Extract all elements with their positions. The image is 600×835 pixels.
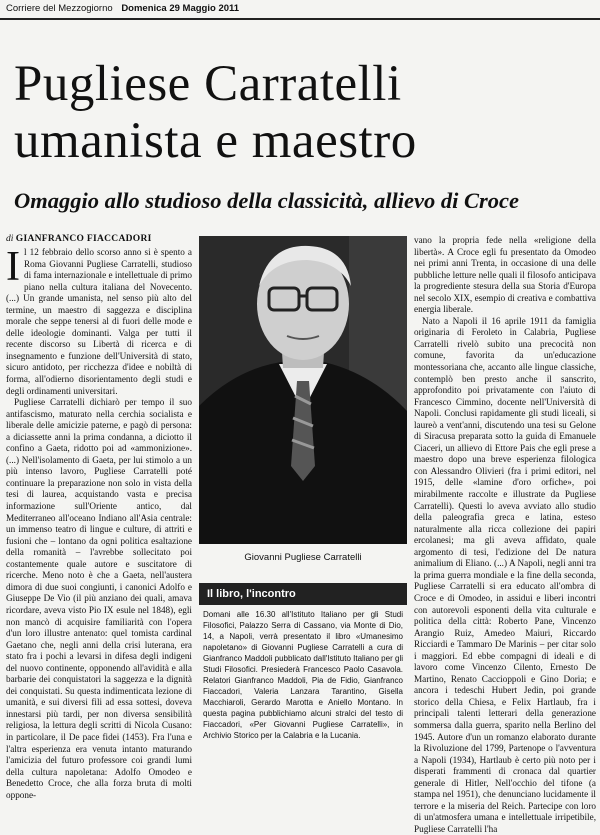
article-column-3: [414, 235, 596, 834]
headline: [14, 56, 594, 170]
newspaper-name: Corriere del Mezzogiorno: [6, 3, 113, 14]
article-column-1: [6, 244, 192, 800]
byline-prefix: di: [6, 234, 14, 244]
drop-cap: I: [6, 244, 20, 290]
sidebar-box-text: Domani alle 16.30 all'Istituto Italiano per gli Studi Filosofici, Palazzo Serra di Cassano, via Monte di Dio, 14, a Napoli, verrà presentato il libro «Umanesimo napoletano» di Giovanni Pugliese Carratelli a cura di Gianfranco Maddoli pubblicato dall'Istituto Italiano per gli Studi Filosofici. Presiederà Francesco Paolo Casavola. Relatori Gianfranco Maddoli, Pia de Fidio, Gianfranco Fiaccadori, Valeria Lanzara Tarantino, Gisella Macchiaroli, Gerardo Marotta e Aniello Montano. In questa pagina pubblichiamo alcuni stralci del testo di Fiaccadori, «Per Giovanni Pugliese Carratelli», in Archivio Storico per la Calabria e la Lucania.: [203, 610, 403, 740]
issue-date: Domenica 29 Maggio 2011: [121, 3, 240, 14]
paragraph-1: [6, 244, 192, 397]
sidebar-box-title: Il libro, l'incontro: [199, 583, 407, 605]
paragraph-4: Nato a Napoli il 16 aprile 1911 da famiglia originaria di Feroleto in Calabria, Pugliese Carratelli rivelò subito una precocità non comune, favorita da un'educazione montessoriana che, accanto alle lingue classiche, contemplò ben presto anche il sanscrito, approfondito poi privatamente con l'aiuto di Francesco Cimmino, docente nell'Università di Napoli. Conclusi rapidamente gli studi liceali, si laureò a vent'anni, discutendo una tesi su Gelone di Siracusa preparata sotto la guida di Emanuele Ciaceri, un allievo di Ettore Pais che egli prese a maestro dopo una breve esperienza filologica con Alessandro Olivieri (fra i primi editori, nel 1915, delle «lamine d'oro orfiche», poi mirabilmente raccolte e illustrate da Pugliese Carratelli). Questi lo aveva avviato allo studio della paleografia greca e latina, esteso naturalmente alla ricca collezione dei papiri ercolanesi; ma gli aveva affidato, quale argomento di tesi, l'edizione del De natura animalium di Eliano. (...) A Napoli, negli anni tra la prima guerra mondiale e la fine della seconda, Pugliese Carratelli si era educato all'ombra di Croce e di Omodeo, in assidui e liberi incontri con autorevoli esponenti della vita culturale e politica della città: Roberto Pane, Vincenzo Arangio Ruiz, Amedeo Maiuri, Riccardo Ricciardi e Tammaro De Marinis – per citar solo i maggiori. Ed ebbe compagni di ideali e di lavoro come Vincenzo Cilento, Ernesto De Martino, Renato Caccioppoli e Gino Doria; e ancora i tedeschi Hubert Jedin, poi grande storico della Chiesa, e Felix Hartlaub, fra i principali talenti letterari della generazione sommersa dalla guerra, sparito nella Berlino del 1945. Autore d'un un romanzo elaborato durante la Rivoluzione del 1799, Partenope o l'avventura a Napoli (1934), Hartlaub è certo più noto per i disperati frammenti di cronaca dal quartier generale di Hitler, Nell'occhio del tifone (a stampa nel 1951), che denunciano lucidamente il terrore e la miseria del Reich. Partecipe con loro di un'atmosfera umana e intellettuale irripetibile, Pugliese Carratelli l'ha: [414, 315, 596, 834]
paragraph-3: vano la propria fede nella «religione della libertà». A Croce egli fu presentato da Omodeo nei primi anni Trenta, in occasione di una delle pubbliche letture nelle quali il filosofo anticipava la progrediente stesura della sua Storia d'Europa nel secolo XIX, esempio di creativa e combattiva energia liberale.: [414, 235, 596, 315]
headline-line-2: umanista e maestro: [14, 113, 417, 169]
masthead: [6, 2, 594, 16]
byline-author: GIANFRANCO FIACCADORI: [15, 234, 152, 244]
portrait-illustration: [199, 236, 407, 544]
subheadline: Omaggio allo studioso della classicità, allievo di Croce: [14, 188, 519, 213]
headline-line-1: Pugliese Carratelli: [14, 56, 402, 112]
paragraph-2: Pugliese Carratelli dichiarò per tempo il suo antifascismo, maturato nella cerchia socialista e liberale delle amicizie paterne, e pagò di persona: a diciassette anni la prima condanna, a diciotto il confino a Gaeta, ridotto poi ad «ammonizione». (...) Nell'isolamento di Gaeta, per lui stimolo a un più intenso lavoro, Pugliese Carratelli poté continuare la preparazione non solo in vista della tesi di laurea, acquistando vasta e precisa informazione sull'Oriente antico, dal Mediterraneo all'oceano Indiano all'Asia centrale: un immenso teatro di lingue e culture, di attriti e fusioni che – lontano da ogni politica esaltazione della romanità – l'avrebbe sollecitato poi costantemente quale autore e suscitatore di ricerche. Meno noto è che a Gaeta, nell'austera dimora di due suoi congiunti, i canonici Adolfo e Giuseppe De Vio (il più anziano dei quali, amava ricordare, aveva visto Pio IX esule nel 1848), egli non mancò di acquisire familiarità con l'opera d'un loro illustre antenato: quel tomista cardinal Gaetano che, negli anni della crisi luterana, era stato fra i pochi a levarsi in difesa degli indigeni del nuovo continente, opponendo all'avidità e alla barbarie dei conquistatori la saggezza e la dignità dei conquistati. Su questa indimenticata lezione di umanità, e sui diversi fili ad essa sottesi, doveva innestarsi più tardi, per non diversa sensibilità religiosa, la lettura degli scritti di Nicola Cusano: in particolare, il De pace fidei (1453). Fra l'una e l'altra esperienza era venuta intanto maturando l'amicizia del futuro professore coi grandi lumi della cultura napoletana: Adolfo Omodeo e Benedetto Croce, che alla forza bruta di molti oppone-: [6, 397, 192, 800]
photo-caption: Giovanni Pugliese Carratelli: [244, 552, 362, 563]
portrait-photo: [199, 236, 407, 544]
masthead-rule: [0, 18, 600, 20]
paragraph-1-text: l 12 febbraio dello scorso anno si è spento a Roma Giovanni Pugliese Carratelli, studioso di fama internazionale e intellettuale di primo piano nella cultura italiana del Novecento. (...) Un grande umanista, nel senso più alto del termine, un maestro di saggezza e disciplina morale che seppe tenersi al di fuori delle mode e delle ideologie dominanti. Valga per tutti il recente discorso su Libertà di ricerca e di insegnamento e funzione dell'Università di stato, sicuro antidoto, per ricchezza d'idee e nobiltà di forma, all'odierno disorientamento degli studi e degli ordinamenti universitari.: [6, 247, 192, 396]
